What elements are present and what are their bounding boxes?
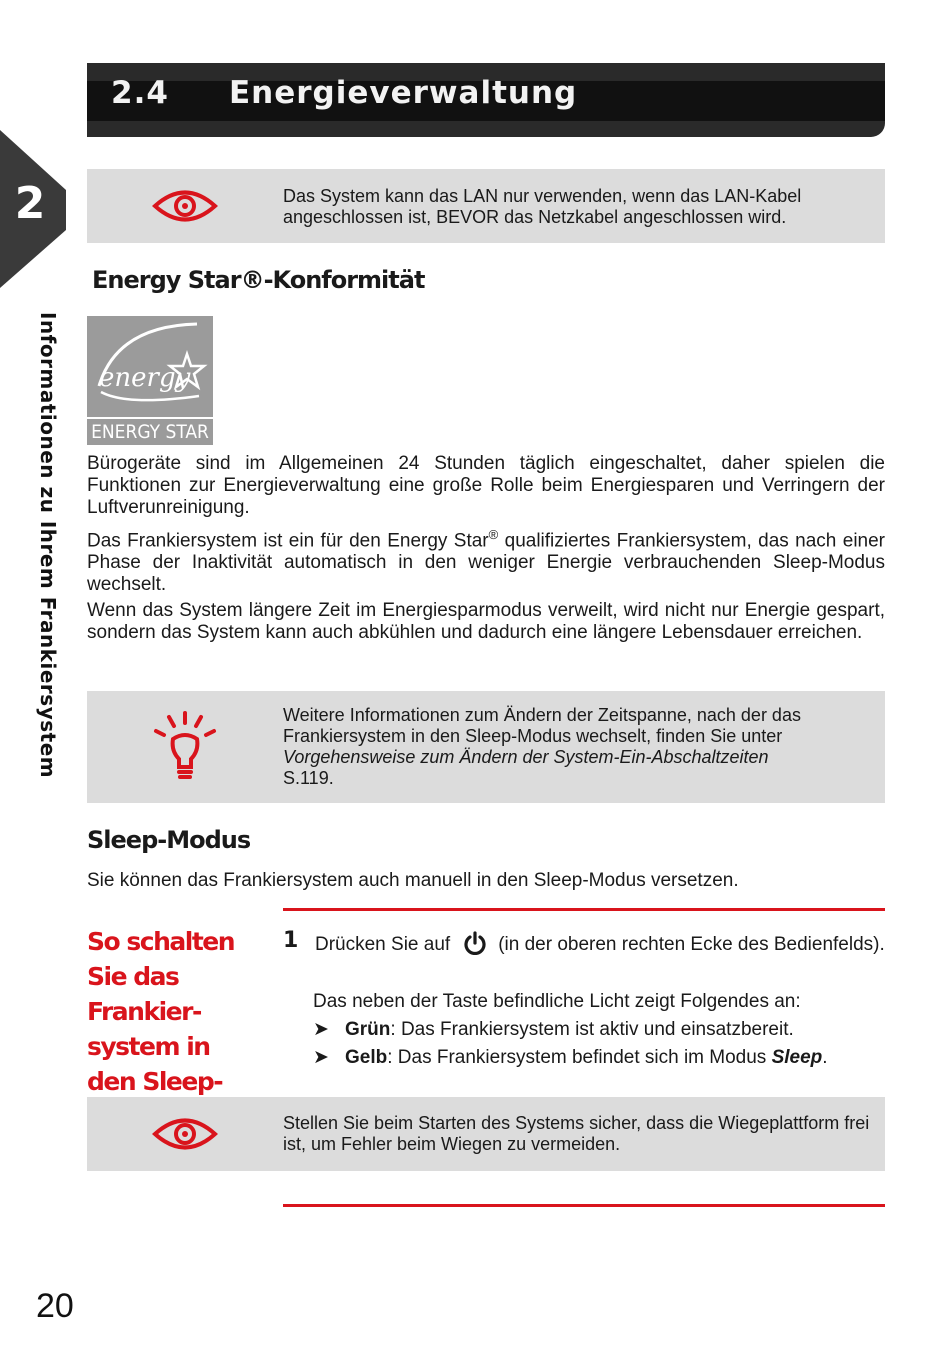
arrow-bullet-icon: ➤	[313, 1019, 329, 1040]
paragraph: Bürogeräte sind im Allgemeinen 24 Stunden täglich eingeschaltet, daher spielen die Funktionen zur Energieverwaltung eine große Rolle beim Energiesparen und Verringern der Luftverunreinigung.	[87, 453, 885, 518]
power-icon	[462, 931, 488, 955]
list-item: ➤ Grün: Das Frankiersystem ist aktiv und einsatzbereit.	[313, 1019, 794, 1040]
eye-icon	[152, 1115, 218, 1153]
eye-icon	[152, 187, 218, 225]
note-box-lan	[87, 169, 885, 243]
paragraph: Das Frankiersystem ist ein für den Energy Star® qualifiziertes Frankiersystem, das nach einer Phase der Inaktivität automatisch in den weniger Energie verbrauchenden Sleep-Modus wechselt.	[87, 527, 885, 596]
procedure-top-rule	[283, 908, 885, 911]
energy-star-logo	[87, 316, 213, 445]
page-number: 20	[36, 1287, 74, 1325]
sleep-mode-heading: Sleep-Modus	[87, 826, 251, 854]
svg-text:energy: energy	[99, 363, 191, 393]
procedure-bottom-rule	[283, 1204, 885, 1207]
energy-star-emblem-icon	[87, 316, 213, 416]
step-subtext: Das neben der Taste befindliche Licht zeigt Folgendes an:	[313, 991, 801, 1012]
step-number: 1	[283, 928, 299, 953]
chapter-number: 2	[14, 178, 46, 229]
note-text: Stellen Sie beim Starten des Systems sicher, dass die Wiegeplattform frei ist, um Fehler beim Wiegen zu vermeiden.	[283, 1113, 870, 1154]
section-title: Energieverwaltung	[229, 75, 578, 111]
lightbulb-icon	[149, 709, 221, 781]
note-text: Das System kann das LAN nur verwenden, wenn das LAN-Kabel angeschlossen ist, BEVOR das Netzkabel angeschlossen wird.	[283, 186, 802, 227]
cross-reference-link[interactable]: Vorgehensweise zum Ändern der System-Ein-Abschaltzeiten	[283, 747, 769, 767]
energy-star-heading: Energy Star®-Konformität	[92, 266, 425, 294]
energy-star-label: ENERGY STAR	[87, 417, 213, 445]
note-text: Weitere Informationen zum Ändern der Zeitspanne, nach der das Frankiersystem in den Sleep-Modus wechselt, finden Sie unter Vorgehensweise zum Ändern der System-Ein-Abschaltzeiten S.119.	[283, 705, 801, 788]
list-item: ➤ Gelb: Das Frankiersystem befindet sich im Modus Sleep.	[313, 1047, 828, 1068]
arrow-bullet-icon: ➤	[313, 1047, 329, 1068]
sleep-mode-intro: Sie können das Frankiersystem auch manuell in den Sleep-Modus versetzen.	[87, 870, 739, 891]
step-text: Drücken Sie auf (in der oberen rechten Ecke des Bedienfelds).	[315, 931, 885, 957]
section-number: 2.4	[111, 75, 169, 111]
chapter-side-title: Informationen zu Ihrem Frankiersystem	[36, 312, 60, 779]
paragraph: Wenn das System längere Zeit im Energiesparmodus verweilt, wird nicht nur Energie gespart, sondern das System kann auch abkühlen und dadurch eine längere Lebensdauer erreichen.	[87, 600, 885, 643]
section-header	[87, 63, 885, 137]
note-box-tip	[87, 691, 885, 803]
procedure-title: So schalten Sie das Frankier-system in den Sleep-	[87, 927, 235, 1096]
chapter-tab	[0, 130, 66, 288]
note-box-scale	[87, 1097, 885, 1171]
